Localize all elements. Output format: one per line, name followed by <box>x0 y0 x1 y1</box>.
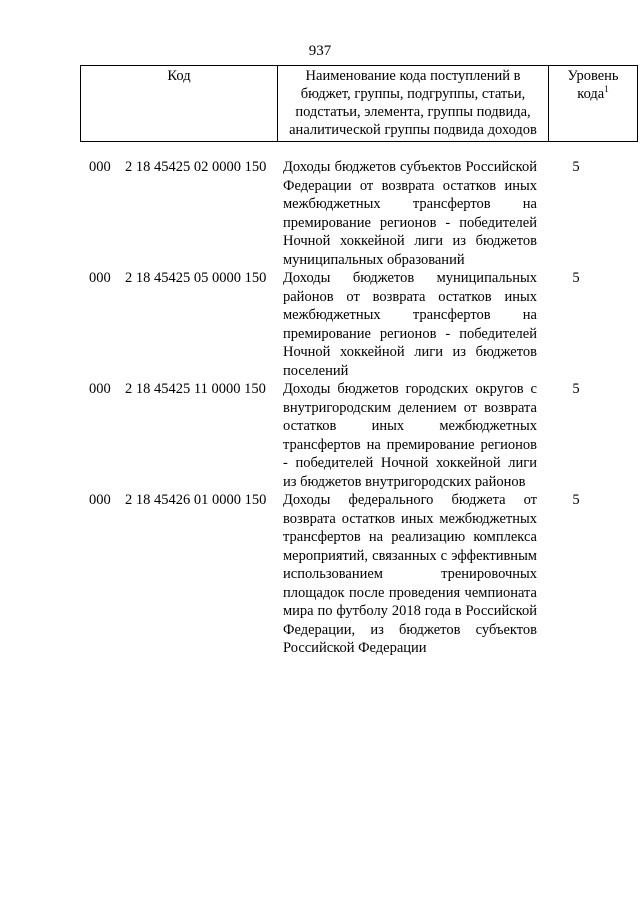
row-budget-code: 2 18 45425 05 0000 150 <box>125 270 267 286</box>
header-name: Наименование кода поступлений в бюджет, группы, подгруппы, статьи, подстатьи, элемента, группы подвида, аналитической группы подвида доходов <box>278 66 549 142</box>
row-name: Доходы бюджетов субъектов Российской Федерации от возврата остатков иных межбюджетных трансфертов на премирование регионов - победителей Ночной хоккейной лиги из бюджетов муниципальных образований <box>283 159 537 268</box>
table-row <box>0 269 640 380</box>
row-level: 5 <box>572 270 580 286</box>
row-name: Доходы бюджетов городских округов с внутригородским делением от возврата остатков иных межбюджетных трансфертов на премирование регионов - победителей Ночной хоккейной лиги из бюджетов внутригородских районов <box>283 381 537 490</box>
row-admin-code: 000 <box>89 159 111 175</box>
header-code: Код <box>81 66 278 142</box>
page-number: 937 <box>308 43 332 59</box>
row-admin-code: 000 <box>89 270 111 286</box>
header-level-label: Уровень кода <box>567 68 619 102</box>
row-name: Доходы бюджетов муниципальных районов от возврата остатков иных межбюджетных трансфертов на премирование регионов - победителей Ночной хоккейной лиги из бюджетов поселений <box>283 270 537 379</box>
row-budget-code: 2 18 45426 01 0000 150 <box>125 492 267 508</box>
header-level <box>549 66 638 142</box>
table-row <box>0 491 640 658</box>
header-level-footnote-mark: 1 <box>604 84 609 95</box>
row-level: 5 <box>572 159 580 175</box>
row-name: Доходы федерального бюджета от возврата остатков иных межбюджетных трансфертов на реализацию комплекса мероприятий, связанных с эффективным использованием тренировочных площадок после проведения чемпионата мира по футболу 2018 года в Российской Федерации, из бюджетов субъектов Российской Федерации <box>283 492 537 656</box>
header-row <box>81 66 638 142</box>
row-level: 5 <box>572 381 580 397</box>
row-budget-code: 2 18 45425 11 0000 150 <box>125 381 266 397</box>
table-row <box>0 158 640 269</box>
row-admin-code: 000 <box>89 381 111 397</box>
table-row <box>0 380 640 491</box>
row-budget-code: 2 18 45425 02 0000 150 <box>125 159 267 175</box>
row-level: 5 <box>572 492 580 508</box>
classification-table-header <box>80 65 638 142</box>
classification-rows <box>0 158 640 658</box>
row-admin-code: 000 <box>89 492 111 508</box>
